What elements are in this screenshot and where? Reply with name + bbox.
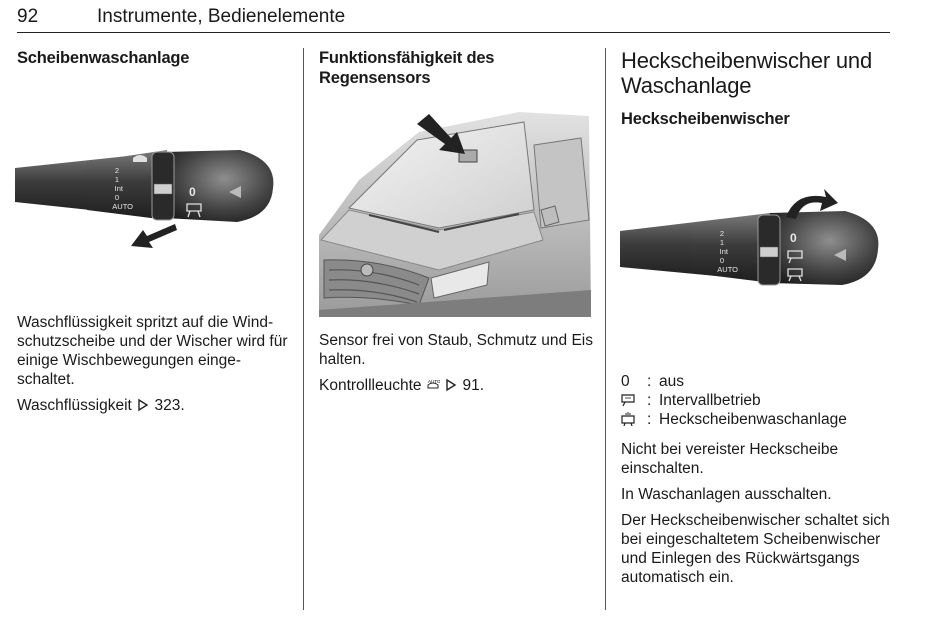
section-heading: Funktionsfähigkeit des Regensensors [319, 49, 495, 87]
lever-position-2: 2 [719, 229, 724, 238]
chapter-title: Instrumente, Bedienelemente [97, 6, 346, 27]
lever-position-0: 0 [719, 256, 724, 265]
reference-page: 323. [154, 397, 185, 414]
lever-position-1: 1 [719, 238, 724, 247]
rear-wiper-off-mark: 0 [189, 185, 196, 199]
rear-wiper-off-mark: 0 [790, 231, 797, 245]
legend-separator: : [647, 411, 652, 428]
legend-separator: : [647, 373, 652, 390]
lever-position-0: 0 [114, 193, 119, 202]
reference-text: Kontrollleuchte [319, 377, 422, 394]
section-heading: Scheibenwaschanlage [17, 49, 190, 67]
column-divider [605, 48, 606, 610]
rear-wiper-interval-icon [621, 393, 635, 407]
rain-sensor-van-illustration [319, 110, 591, 317]
rear-washer-icon [621, 412, 635, 426]
column-rain-sensor [319, 48, 594, 88]
lever-position-auto: AUTO [112, 202, 133, 211]
switch-position-legend [621, 372, 847, 429]
rear-wiper-paragraph-2: In Waschanlagen ausschalten. [621, 486, 832, 503]
lever-position-int: Int [719, 247, 728, 256]
lever-position-auto: AUTO [717, 265, 738, 274]
legend-text: Heckscheibenwaschanlage [659, 411, 847, 428]
lever-position-2: 2 [114, 166, 119, 175]
legend-key-off: 0 [621, 373, 630, 390]
legend-separator: : [647, 392, 652, 409]
column-rear-wiper [621, 48, 896, 129]
section-heading: Heckscheibenwischer [621, 110, 790, 128]
legend-row-off [621, 372, 847, 391]
column-washer [17, 48, 292, 68]
svg-text:AUTO: AUTO [427, 379, 440, 384]
pull-direction-arrow-icon [131, 224, 177, 248]
washer-paragraph: Waschflüssigkeit spritzt auf die Windschutzscheibe und der Wischer wird für einige Wischbewegungen eingeschaltet. [17, 314, 288, 388]
legend-text: Intervallbetrieb [659, 392, 761, 409]
legend-row-washer [621, 410, 847, 429]
rain-sensor-description [319, 331, 594, 402]
wiper-lever-illustration [15, 140, 277, 260]
rear-wiper-paragraph-1: Nicht bei vereister Heckscheibe einschalten. [621, 441, 839, 477]
page-reference-arrow-icon [444, 378, 458, 392]
washer-description [17, 313, 292, 422]
page-number: 92 [17, 6, 39, 27]
reference-text: Waschflüssigkeit [17, 397, 132, 414]
page-reference-arrow-icon [136, 398, 150, 412]
lever-position-1: 1 [114, 175, 119, 184]
page-section-title: Heckscheibenwischer und Waschanlage [621, 48, 872, 98]
rain-sensor-paragraph: Sensor frei von Staub, Schmutz und Eis halten. [319, 332, 593, 368]
rear-wiper-lever-illustration [620, 185, 882, 295]
page-header [17, 6, 890, 33]
lever-position-int: Int [114, 184, 123, 193]
legend-row-interval [621, 391, 847, 410]
column-divider [303, 48, 304, 610]
reference-page: 91. [462, 377, 485, 394]
legend-text: aus [659, 373, 684, 390]
rear-wiper-description [621, 440, 896, 594]
indicator-reference [319, 376, 594, 395]
rear-wiper-paragraph-3: Der Heckscheibenwischer schaltet sich bei eingeschaltetem Scheibenwischer und Einlegen des Rückwärtsgangs automatisch ein. [621, 512, 890, 586]
washer-fluid-reference [17, 396, 292, 415]
auto-wiper-indicator-icon [426, 378, 440, 392]
